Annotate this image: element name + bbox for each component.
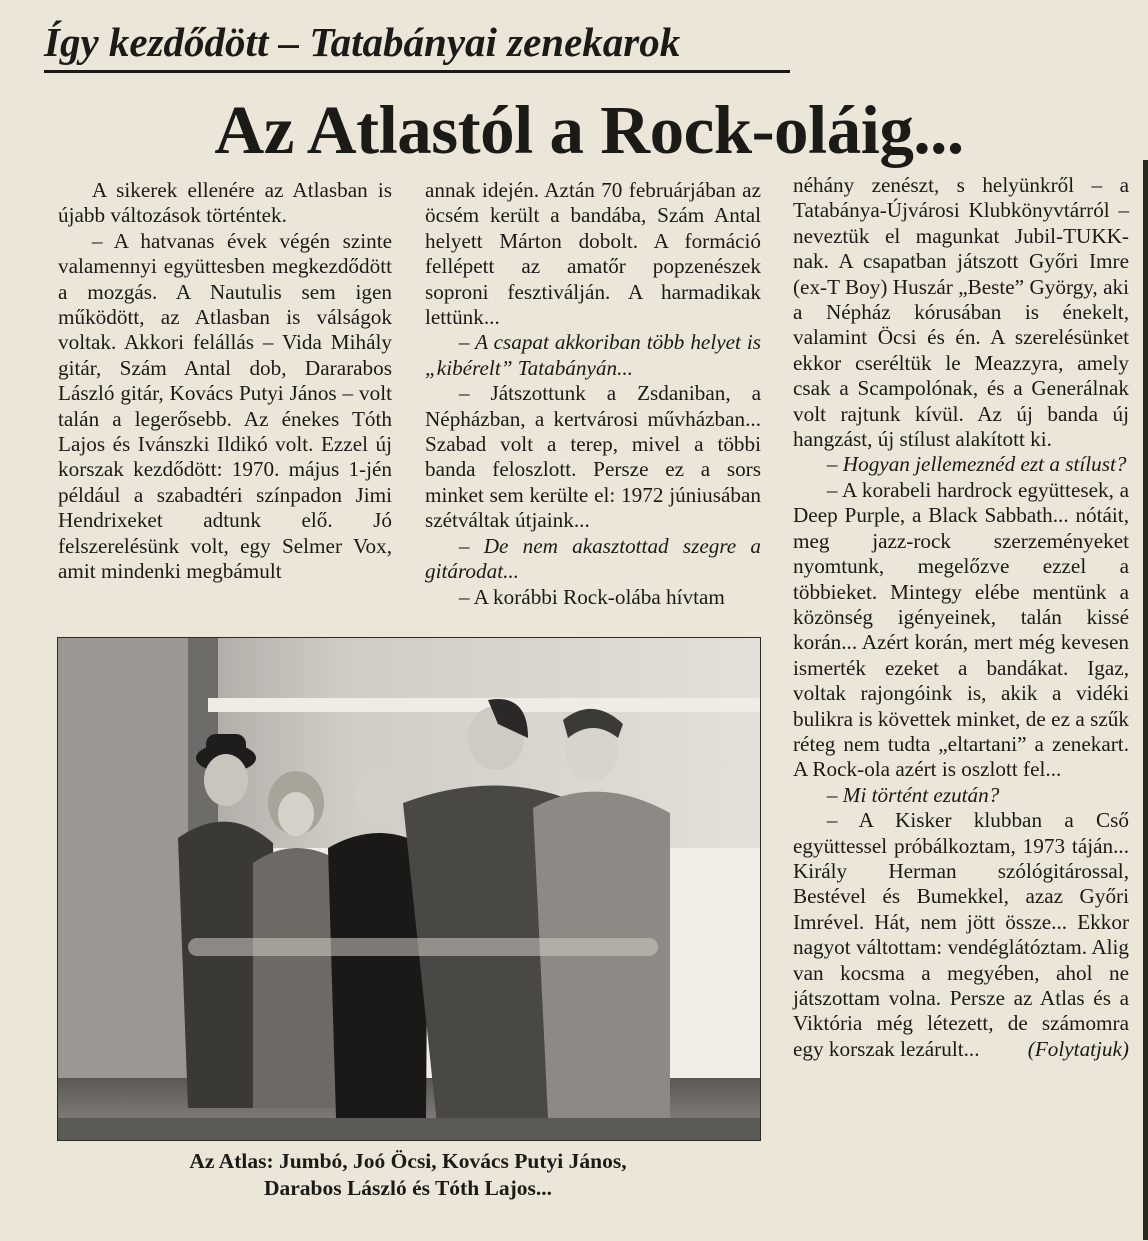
article-headline: Az Atlastól a Rock-oláig... (214, 92, 964, 168)
article-paragraph: A sikerek ellenére az Atlasban is újabb változások történtek. (58, 178, 392, 228)
photo-caption (57, 1148, 759, 1202)
article-paragraph: néhány zenészt, s helyünkről – a Tatabánya-Újvárosi Klubkönyvtárról – neveztük el magunkat Jubil-TUKK-nak. A csapatban játszott Győri Imre (ex-T Boy) Huszár „Beste” György, aki a Népház kórusában is énekelt, valamint Öcsi és én. A szerelésünket ekkor cseréltük le Meazzyra, amely csak a Scampolónak, és a Generálnak volt rajtunk kívül. Az új banda új hangzást, új stílust alakított ki. (793, 173, 1129, 452)
article-column-3 (793, 173, 1129, 1062)
article-paragraph: – De nem akasztottad szegre a gitárodat... (425, 533, 761, 584)
band-photo (57, 637, 761, 1141)
article-paragraph: – A hatvanas évek végén szinte valamennyi együttesben megkezdődött a mozgás. A Nautulis sem igen működött, az Atlasban is válságok voltak. Akkori felállás – Vida Mihály gitár, Szám Antal dob, Dararabos László gitár, Kovács Putyi János – volt talán a legerősebb. Az énekes Tóth Lajos és Ivánszki Ildikó volt. Ezzel új korszak kezdődött: 1970. május 1-jén például a szabadtéri színpadon Jimi Hendrixeket adtunk elő. Jó felszerelésünk volt, egy Selmer Vox, amit mindenki megbámult (58, 228, 392, 584)
article-paragraph: – Hogyan jellemeznéd ezt a stílust? (826, 452, 1127, 477)
series-kicker: Így kezdődött – Tatabányai zenekarok (44, 16, 790, 73)
page-edge-rule (1143, 160, 1148, 1240)
article-paragraph: annak idején. Aztán 70 februárjában az öcsém került a bandába, Szám Antal helyett Márton dobolt. A formáció fellépett az amatőr popzenészek soproni fesztiválján. A harmadikak lettünk... (425, 178, 761, 330)
article-paragraph: – A korábbi Rock-olába hívtam (458, 584, 725, 609)
caption-line-1: Az Atlas: Jumbó, Joó Öcsi, Kovács Putyi János, (189, 1149, 627, 1173)
caption-line-2: Darabos László és Tóth Lajos... (263, 1176, 553, 1200)
article-paragraph: – A Kisker klubban a Cső együttessel próbálkoztam, 1973 táján... Király Herman szólógitárossal, Bestével és Bumekkel, azaz Győri Imrével. Hát, nem jött össze... Ekkor nagyot váltottam: vendéglátóztam. Alig van kocsma a megyében, ahol ne játszottam volna. Persze az Atlas és a Viktória még létezett, de számomra egy korszak lezárult... (Folytatjuk) (793, 808, 1129, 1061)
article-paragraph: – Mi történt ezután? (826, 782, 1000, 807)
article-paragraph: – Játszottunk a Zsdaniban, a Népházban, a kertvárosi művházban... Szabad volt a terep, mivel a többi banda feloszlott. Persze ez a sors minket sem kerülte el: 1972 júniusában szétváltak útjaink... (425, 381, 761, 533)
article-column-1 (58, 178, 392, 585)
article-paragraph: – A korabeli hardrock együttesek, a Deep Purple, a Black Sabbath... nótáit, meg jazz-rock szerzeményeket nyomtunk, megelőzve ezzel a többieket. Mintegy elébe mentünk a közönség igényeinek, talán kissé korán... Azért korán, mert még kevesen ismerték ezeket a bandákat. Igaz, voltak rajongóink is, akik a vidéki bulikra is követtek minket, de ez a szűk réteg nem tudta „eltartani” a zenekart. A Rock-ola azért is oszlott fel... (793, 477, 1129, 782)
article-column-2 (425, 178, 761, 610)
article-paragraph: – A csapat akkoriban több helyet is „kibérelt” Tatabányán... (425, 330, 761, 380)
continued-note: (Folytatjuk) (1027, 1036, 1129, 1061)
